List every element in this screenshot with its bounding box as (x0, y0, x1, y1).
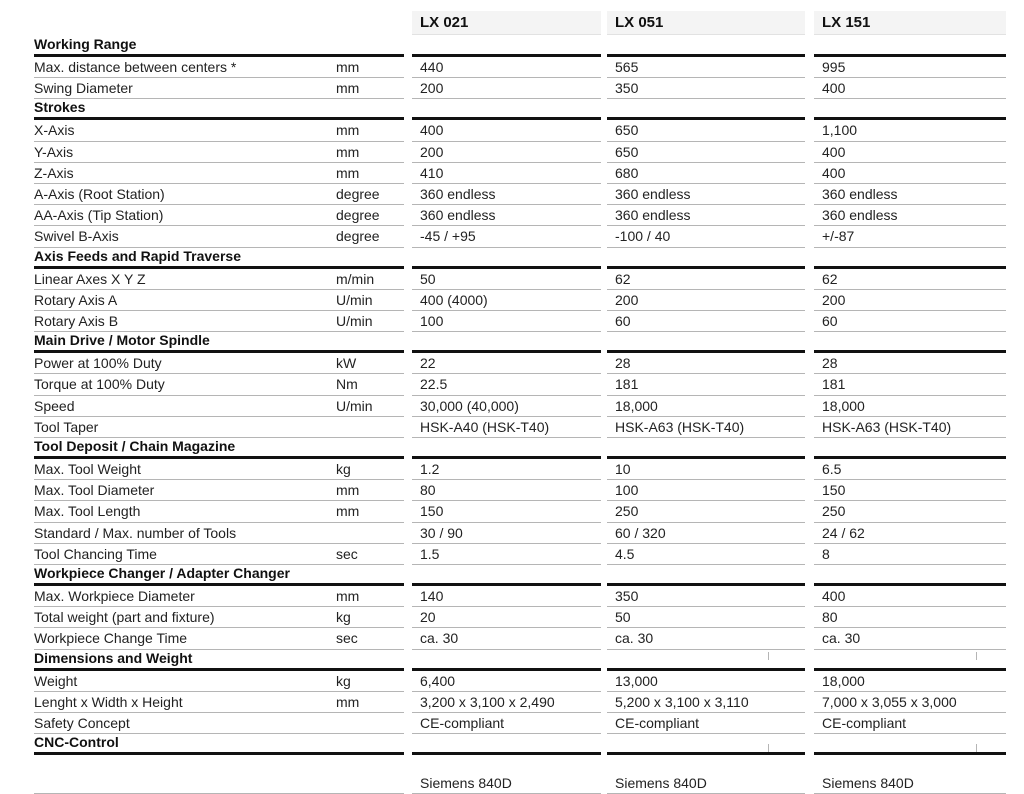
table-row (0, 78, 1024, 99)
row-unit: mm (336, 693, 360, 710)
value-lx-021: 150 (420, 503, 444, 520)
section-title: Working Range (34, 36, 137, 52)
row-label: Tool Chancing Time (34, 545, 157, 562)
row-label: Standard / Max. number of Tools (34, 524, 237, 541)
value-lx-051: ca. 30 (615, 630, 654, 647)
row-label: Workpiece Change Time (34, 630, 188, 647)
tick-mark (768, 744, 769, 752)
section-title: Workpiece Changer / Adapter Changer (34, 565, 290, 581)
row-rule (607, 98, 805, 99)
row-rule (814, 331, 1006, 332)
value-lx-051: HSK-A63 (HSK-T40) (615, 418, 745, 435)
row-unit: mm (336, 503, 360, 520)
table-row (0, 290, 1024, 311)
value-lx-051: Siemens 840D (615, 775, 707, 792)
value-lx-051: 650 (615, 122, 639, 139)
value-lx-151: 62 (822, 270, 838, 287)
row-label: X-Axis (34, 122, 75, 139)
row-unit: sec (336, 630, 358, 647)
value-lx-051: 360 endless (615, 207, 691, 224)
tick-mark (976, 652, 977, 660)
row-unit: degree (336, 186, 380, 202)
row-rule (412, 98, 601, 99)
table-row (0, 459, 1024, 480)
value-lx-051: 13,000 (615, 672, 658, 689)
value-lx-051: 10 (615, 461, 631, 477)
row-rule (607, 564, 805, 565)
value-lx-151: 181 (822, 376, 846, 393)
row-label: Swivel B-Axis (34, 228, 119, 245)
value-lx-051: 181 (615, 376, 639, 393)
value-lx-051: 62 (615, 270, 631, 287)
table-row (0, 57, 1024, 78)
table-row (0, 353, 1024, 374)
value-lx-021: 400 (4000) (420, 291, 488, 308)
value-lx-051: 350 (615, 80, 639, 97)
value-lx-021: 200 (420, 80, 444, 97)
row-unit: kW (336, 355, 357, 372)
value-lx-021: 30,000 (40,000) (420, 397, 519, 414)
table-row (0, 628, 1024, 649)
bottom-rule (412, 753, 601, 755)
value-lx-151: +/-87 (822, 228, 855, 245)
value-lx-151: 400 (822, 80, 846, 97)
value-lx-151: 18,000 (822, 397, 865, 414)
value-lx-151: 400 (822, 588, 846, 604)
value-lx-151: 250 (822, 503, 846, 520)
table-row (0, 692, 1024, 713)
row-unit: kg (336, 672, 351, 689)
row-unit: U/min (336, 291, 373, 308)
value-lx-151: 28 (822, 355, 838, 372)
table-row (0, 205, 1024, 226)
value-lx-051: 100 (615, 482, 639, 499)
value-lx-151: CE-compliant (822, 715, 907, 731)
row-label: Swing Diameter (34, 80, 133, 97)
value-lx-151: 200 (822, 291, 846, 308)
table-row (0, 184, 1024, 205)
value-lx-021: Siemens 840D (420, 775, 512, 792)
value-lx-021: 1.5 (420, 545, 440, 562)
table-row (0, 311, 1024, 332)
column-header-lx-051: LX 051 (607, 11, 805, 35)
table-row (0, 671, 1024, 692)
row-unit: mm (336, 143, 360, 160)
row-label: Speed (34, 397, 75, 414)
section-title: Tool Deposit / Chain Magazine (34, 438, 236, 454)
row-rule (814, 98, 1006, 99)
row-label: Rotary Axis B (34, 313, 119, 329)
table-row (0, 163, 1024, 184)
row-label: Safety Concept (34, 715, 130, 731)
row-unit: U/min (336, 313, 373, 329)
row-unit: m/min (336, 270, 375, 287)
row-label: Max. Tool Weight (34, 461, 141, 477)
row-label: Max. Tool Length (34, 503, 141, 520)
value-lx-021: 360 endless (420, 186, 496, 202)
row-label: Weight (34, 672, 78, 689)
value-lx-151: 150 (822, 482, 846, 499)
table-row (0, 374, 1024, 395)
value-lx-021: 80 (420, 482, 436, 499)
tick-mark (976, 744, 977, 752)
value-lx-051: 650 (615, 143, 639, 160)
value-lx-151: 995 (822, 59, 846, 75)
row-label: Z-Axis (34, 164, 74, 181)
row-rule (412, 247, 601, 248)
value-lx-021: ca. 30 (420, 630, 459, 647)
value-lx-151: 400 (822, 143, 846, 160)
row-unit: mm (336, 80, 360, 97)
row-label: A-Axis (Root Station) (34, 186, 165, 202)
row-label: Y-Axis (34, 143, 74, 160)
value-lx-051: 360 endless (615, 186, 691, 202)
row-label: Total weight (part and fixture) (34, 609, 215, 626)
row-unit: mm (336, 482, 360, 499)
value-lx-151: 24 / 62 (822, 524, 865, 541)
table-row (0, 607, 1024, 628)
row-unit: Nm (336, 376, 358, 393)
table-row (0, 544, 1024, 565)
value-lx-051: 680 (615, 164, 639, 181)
row-label: Max. Workpiece Diameter (34, 588, 195, 604)
value-lx-051: 200 (615, 291, 639, 308)
value-lx-021: -45 / +95 (420, 228, 476, 245)
value-lx-151: HSK-A63 (HSK-T40) (822, 418, 952, 435)
table-row (0, 396, 1024, 417)
row-unit: U/min (336, 397, 373, 414)
value-lx-051: 250 (615, 503, 639, 520)
row-unit: kg (336, 609, 351, 626)
section-title: Main Drive / Motor Spindle (34, 332, 210, 349)
row-unit: mm (336, 588, 360, 604)
row-rule (607, 437, 805, 438)
value-lx-151: 1,100 (822, 122, 858, 139)
column-header-lx-151: LX 151 (814, 11, 1006, 35)
table-row (0, 773, 1024, 794)
value-lx-051: 350 (615, 588, 639, 604)
section-title: Strokes (34, 99, 86, 116)
row-rule (607, 649, 805, 650)
value-lx-151: Siemens 840D (822, 775, 914, 792)
value-lx-151: 7,000 x 3,055 x 3,000 (822, 693, 957, 710)
value-lx-021: 20 (420, 609, 436, 626)
row-rule (814, 564, 1006, 565)
value-lx-051: -100 / 40 (615, 228, 671, 245)
bottom-rule (34, 753, 404, 755)
table-row (0, 269, 1024, 290)
value-lx-051: 565 (615, 59, 639, 75)
row-label: Max. distance between centers * (34, 59, 237, 75)
table-row (0, 120, 1024, 141)
table-row (0, 417, 1024, 438)
row-rule (412, 649, 601, 650)
row-rule (607, 331, 805, 332)
value-lx-021: 22.5 (420, 376, 448, 393)
row-rule (814, 437, 1006, 438)
value-lx-021: 440 (420, 59, 444, 75)
row-label: Max. Tool Diameter (34, 482, 155, 499)
table-row (0, 713, 1024, 734)
row-rule (412, 564, 601, 565)
row-rule (412, 437, 601, 438)
value-lx-151: 360 endless (822, 207, 898, 224)
table-row (0, 501, 1024, 522)
row-rule (412, 733, 601, 734)
value-lx-021: CE-compliant (420, 715, 505, 731)
bottom-rule (607, 753, 805, 755)
row-label: AA-Axis (Tip Station) (34, 207, 164, 224)
column-header-lx-021: LX 021 (412, 11, 601, 35)
table-row (0, 480, 1024, 501)
row-label: Linear Axes X Y Z (34, 270, 146, 287)
value-lx-021: HSK-A40 (HSK-T40) (420, 418, 550, 435)
value-lx-021: 1.2 (420, 461, 440, 477)
row-unit: degree (336, 207, 380, 224)
value-lx-151: 60 (822, 313, 838, 329)
row-rule (412, 331, 601, 332)
section-title: Axis Feeds and Rapid Traverse (34, 247, 241, 264)
value-lx-051: 28 (615, 355, 631, 372)
table-row (0, 142, 1024, 163)
value-lx-021: 22 (420, 355, 436, 372)
section-title: CNC-Control (34, 734, 119, 751)
table-row (0, 586, 1024, 607)
value-lx-151: 8 (822, 545, 830, 562)
row-unit: kg (336, 461, 351, 477)
value-lx-051: 5,200 x 3,100 x 3,110 (615, 693, 749, 710)
value-lx-021: 140 (420, 588, 444, 604)
section-title: Dimensions and Weight (34, 649, 193, 666)
value-lx-151: 18,000 (822, 672, 865, 689)
row-label: Lenght x Width x Height (34, 693, 183, 710)
table-row (0, 226, 1024, 247)
row-label: Power at 100% Duty (34, 355, 162, 372)
row-rule (814, 247, 1006, 248)
value-lx-151: 360 endless (822, 186, 898, 202)
row-unit: mm (336, 59, 360, 75)
value-lx-021: 360 endless (420, 207, 496, 224)
row-unit: mm (336, 164, 360, 181)
value-lx-021: 30 / 90 (420, 524, 463, 541)
value-lx-021: 410 (420, 164, 444, 181)
row-label: Rotary Axis A (34, 291, 118, 308)
value-lx-021: 50 (420, 270, 436, 287)
value-lx-051: 18,000 (615, 397, 658, 414)
value-lx-021: 400 (420, 122, 444, 139)
value-lx-051: 50 (615, 609, 631, 626)
tick-mark (768, 652, 769, 660)
row-rule (607, 247, 805, 248)
bottom-rule (814, 753, 1006, 755)
value-lx-021: 100 (420, 313, 444, 329)
value-lx-151: ca. 30 (822, 630, 861, 647)
row-unit: degree (336, 228, 380, 245)
value-lx-151: 400 (822, 164, 846, 181)
value-lx-151: 6.5 (822, 461, 842, 477)
row-rule (607, 733, 805, 734)
row-unit: mm (336, 122, 360, 139)
value-lx-021: 200 (420, 143, 444, 160)
row-label: Torque at 100% Duty (34, 376, 165, 393)
row-rule (814, 733, 1006, 734)
value-lx-051: 60 (615, 313, 631, 329)
value-lx-051: CE-compliant (615, 715, 700, 731)
value-lx-021: 3,200 x 3,100 x 2,490 (420, 693, 555, 710)
value-lx-051: 60 / 320 (615, 524, 666, 541)
table-row (0, 523, 1024, 544)
value-lx-051: 4.5 (615, 545, 635, 562)
value-lx-151: 80 (822, 609, 838, 626)
row-label: Tool Taper (34, 418, 99, 435)
row-rule (814, 649, 1006, 650)
row-unit: sec (336, 545, 358, 562)
value-lx-021: 6,400 (420, 672, 456, 689)
